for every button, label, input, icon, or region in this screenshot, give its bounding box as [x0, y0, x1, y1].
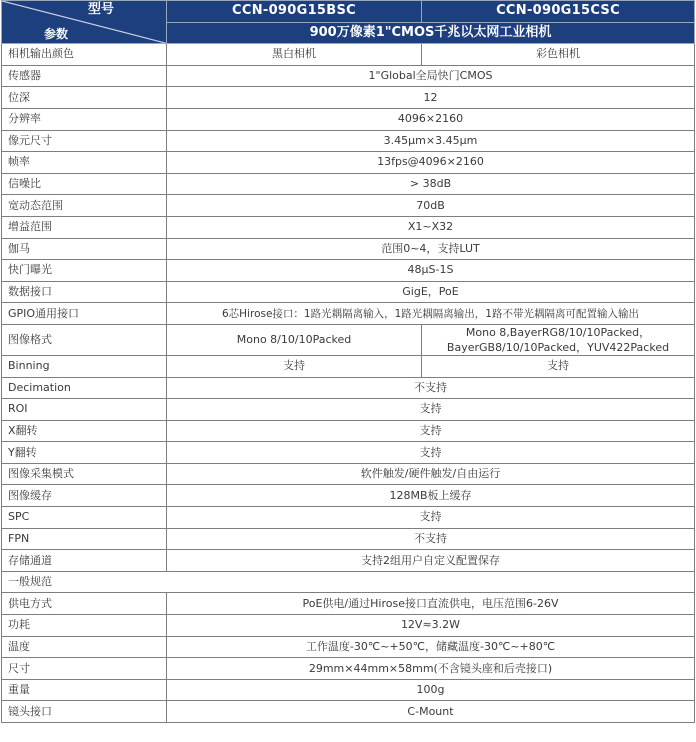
section-row-general	[2, 571, 695, 593]
table-row	[2, 355, 695, 377]
row-label: 图像缓存	[2, 485, 167, 507]
row-value: 4096×2160	[167, 108, 695, 130]
table-row	[2, 65, 695, 87]
row-value: PoE供电/通过Hirose接口直流供电，电压范围6-26V	[167, 593, 695, 615]
row-value: 128MB板上缓存	[167, 485, 695, 507]
image-format-line-2: BayerGB8/10/10Packed，YUV422Packed	[446, 340, 670, 354]
row-value: 支持	[167, 420, 695, 442]
row-label: 图像格式	[2, 324, 167, 355]
row-value: C-Mount	[167, 701, 695, 723]
product-title: 900万像素1"CMOS千兆以太网工业相机	[167, 22, 695, 44]
table-row	[2, 485, 695, 507]
row-value: 工作温度-30℃~+50℃，储藏温度-30℃~+80℃	[167, 636, 695, 658]
spec-table	[1, 0, 695, 723]
table-row	[2, 636, 695, 658]
table-row	[2, 420, 695, 442]
table-row	[2, 152, 695, 174]
row-value: 6芯Hirose接口：1路光耦隔离输入，1路光耦隔离输出，1路不带光耦隔离可配置输入输出	[167, 303, 695, 325]
row-label: 尺寸	[2, 658, 167, 680]
table-row	[2, 130, 695, 152]
table-row	[2, 216, 695, 238]
header-corner-cell	[2, 1, 167, 44]
row-label: ROI	[2, 399, 167, 421]
model-1-header: CCN-090G15BSC	[167, 1, 422, 23]
corner-model-label: 型号	[87, 2, 114, 17]
row-label: 镜头接口	[2, 701, 167, 723]
row-label: FPN	[2, 528, 167, 550]
row-value: > 38dB	[167, 173, 695, 195]
table-row	[2, 281, 695, 303]
row-value: 13fps@4096×2160	[167, 152, 695, 174]
row-value-model-2: 支持	[422, 355, 695, 377]
row-value: 48μS-1S	[167, 260, 695, 282]
row-value: 不支持	[167, 377, 695, 399]
row-value-model-1: 支持	[167, 355, 422, 377]
table-row	[2, 658, 695, 680]
row-label: 分辨率	[2, 108, 167, 130]
row-value: 支持2组用户自定义配置保存	[167, 550, 695, 572]
table-row	[2, 173, 695, 195]
row-value: 12V≈3.2W	[167, 615, 695, 637]
row-value: 范围0~4，支持LUT	[167, 238, 695, 260]
table-row	[2, 593, 695, 615]
row-value: 70dB	[167, 195, 695, 217]
row-value: 1"Global全局快门CMOS	[167, 65, 695, 87]
table-row	[2, 303, 695, 325]
row-label: 宽动态范围	[2, 195, 167, 217]
row-label: 帧率	[2, 152, 167, 174]
row-value: GigE，PoE	[167, 281, 695, 303]
row-label: SPC	[2, 507, 167, 529]
row-value: 3.45μm×3.45μm	[167, 130, 695, 152]
row-label: 快门曝光	[2, 260, 167, 282]
row-value-model-1: Mono 8/10/10Packed	[167, 324, 422, 355]
row-label: 数据接口	[2, 281, 167, 303]
spec-table-container	[1, 0, 695, 723]
row-label: 供电方式	[2, 593, 167, 615]
table-row	[2, 324, 695, 355]
row-label: Binning	[2, 355, 167, 377]
table-row	[2, 238, 695, 260]
table-row	[2, 377, 695, 399]
header-row-models	[2, 1, 695, 23]
row-value-model-2	[422, 324, 695, 355]
table-row	[2, 507, 695, 529]
row-label: 图像采集模式	[2, 463, 167, 485]
table-row	[2, 442, 695, 464]
row-value-model-1: 黑白相机	[167, 44, 422, 66]
row-label: 增益范围	[2, 216, 167, 238]
row-label: 传感器	[2, 65, 167, 87]
row-label: 像元尺寸	[2, 130, 167, 152]
row-label: 相机输出颜色	[2, 44, 167, 66]
row-value: 29mm×44mm×58mm(不含镜头座和后壳接口)	[167, 658, 695, 680]
row-label: 位深	[2, 87, 167, 109]
corner-param-label: 参数	[44, 27, 69, 42]
row-value: 支持	[167, 442, 695, 464]
table-row	[2, 87, 695, 109]
row-value: 软件触发/硬件触发/自由运行	[167, 463, 695, 485]
table-row	[2, 679, 695, 701]
diagonal-divider	[2, 1, 166, 43]
row-value: 100g	[167, 679, 695, 701]
row-label: 伽马	[2, 238, 167, 260]
row-label: X翻转	[2, 420, 167, 442]
section-heading: 一般规范	[2, 571, 695, 593]
row-label: 重量	[2, 679, 167, 701]
table-row	[2, 550, 695, 572]
image-format-line-1: Mono 8,BayerRG8/10/10Packed，	[465, 325, 651, 339]
table-row	[2, 463, 695, 485]
row-label: Decimation	[2, 377, 167, 399]
row-value-model-2: 彩色相机	[422, 44, 695, 66]
model-2-header: CCN-090G15CSC	[422, 1, 695, 23]
table-row	[2, 108, 695, 130]
row-label: 信噪比	[2, 173, 167, 195]
row-label: 功耗	[2, 615, 167, 637]
row-label: Y翻转	[2, 442, 167, 464]
row-value: 不支持	[167, 528, 695, 550]
row-label: GPIO通用接口	[2, 303, 167, 325]
row-value: 支持	[167, 507, 695, 529]
table-row	[2, 528, 695, 550]
table-row	[2, 399, 695, 421]
table-row	[2, 260, 695, 282]
row-value: X1~X32	[167, 216, 695, 238]
row-label: 存储通道	[2, 550, 167, 572]
table-row	[2, 195, 695, 217]
table-row	[2, 44, 695, 66]
row-value: 支持	[167, 399, 695, 421]
row-label: 温度	[2, 636, 167, 658]
row-value: 12	[167, 87, 695, 109]
table-row	[2, 701, 695, 723]
table-row	[2, 615, 695, 637]
